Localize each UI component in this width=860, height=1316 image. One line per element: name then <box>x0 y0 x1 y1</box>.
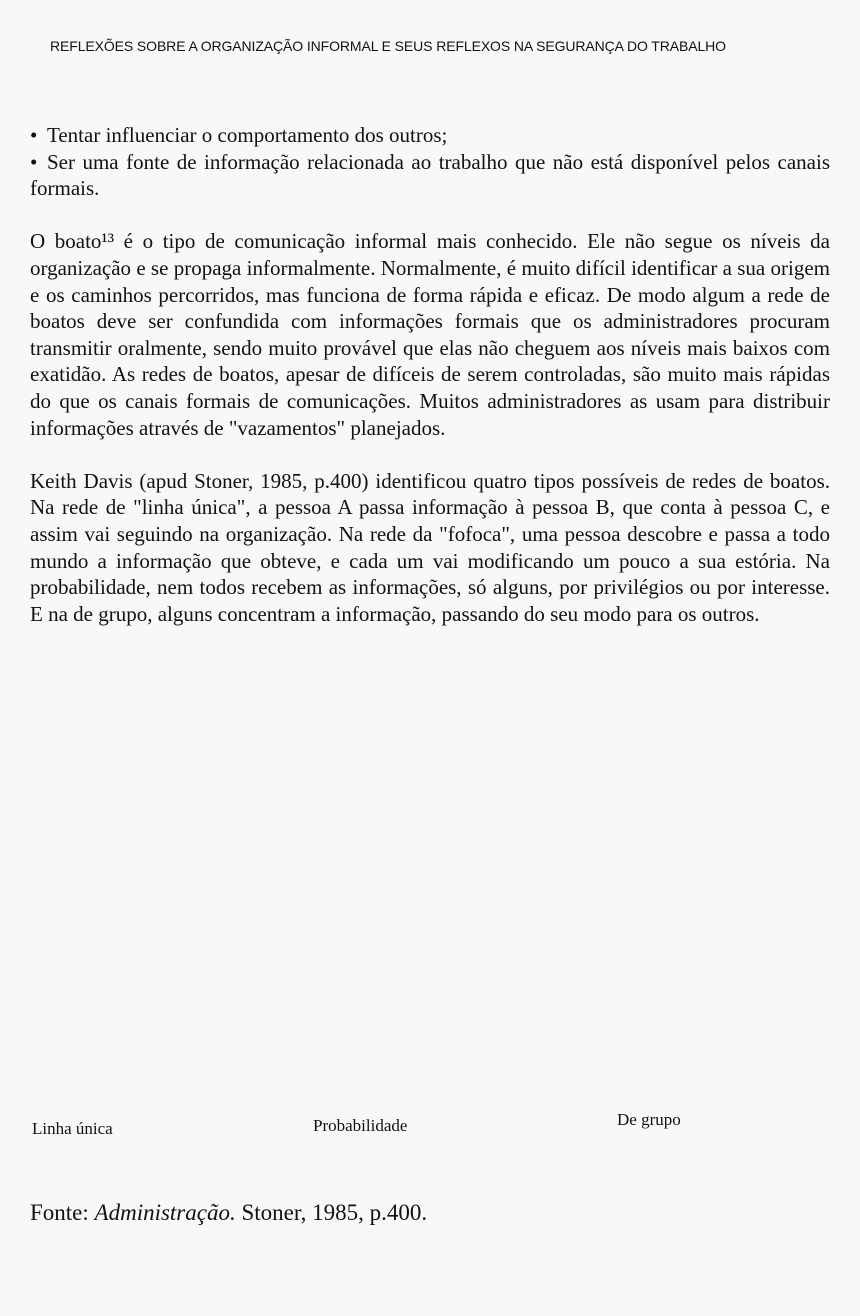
paragraph-boato: O boato¹³ é o tipo de comunicação informal mais conhecido. Ele não segue os níveis da organização e se propaga informalmente. Normalmente, é muito difícil identificar a sua origem e os caminhos percorridos, mas funciona de forma rápida e eficaz. De modo algum a rede de boatos deve ser confundida com informações formais que os administradores procuram transmitir oralmente, sendo muito provável que elas não cheguem aos níveis mais baixos com exatidão. As redes de boatos, apesar de difíceis de serem controladas, são muito mais rápidas do que os canais formais de comunicações. Muitos administradores as usam para distribuir informações através de "vazamentos" planejados. <box>30 229 830 440</box>
body-text <box>30 122 830 627</box>
source-prefix: Fonte: <box>30 1200 95 1225</box>
source-title: Administração. <box>94 1200 236 1225</box>
paragraph-keith-davis: Keith Davis (apud Stoner, 1985, p.400) identificou quatro tipos possíveis de redes de boatos. Na rede de "linha única", a pessoa A passa informação à pessoa B, que conta à pessoa C, e assim vai seguindo na organização. Na rede da "fofoca", uma pessoa descobre e passa a todo mundo a informação que obteve, e cada um vai modificando um pouco a sua estória. Na probabilidade, nem todos recebem as informações, só alguns, por privilégios ou por interesse. E na de grupo, alguns concentram a informação, passando do seu modo para os outros. <box>30 468 830 626</box>
bullet-text: Tentar influenciar o comportamento dos outros; <box>47 123 448 147</box>
label-probabilidade: Probabilidade <box>313 1116 408 1135</box>
bullet-item <box>30 122 830 149</box>
bullet-text: Ser uma fonte de informação relacionada ao trabalho que não está disponível pelos canais formais. <box>30 149 830 201</box>
label-linha-unica: Linha única <box>32 1119 113 1138</box>
bullet-item <box>30 149 830 202</box>
bullet-marker: • <box>30 149 38 174</box>
source-rest: Stoner, 1985, p.400. <box>235 1200 428 1225</box>
label-de-grupo: De grupo <box>617 1110 681 1129</box>
figure-source <box>30 1200 427 1226</box>
running-header: REFLEXÕES SOBRE A ORGANIZAÇÃO INFORMAL E SEUS REFLEXOS NA SEGURANÇA DO TRABALHO <box>50 38 726 54</box>
bullet-marker: • <box>30 123 38 147</box>
